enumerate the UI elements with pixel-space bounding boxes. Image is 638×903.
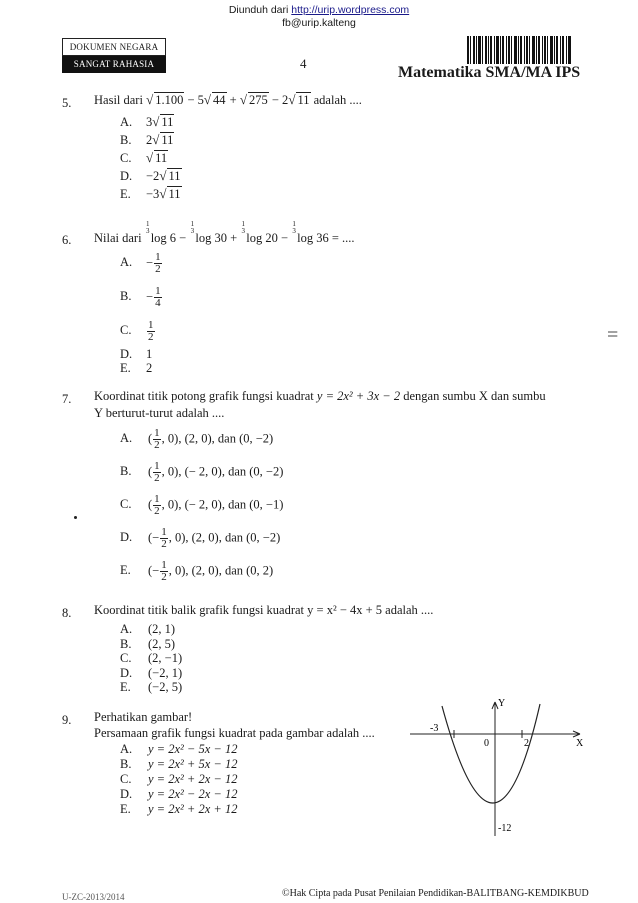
option-label: A. [120,431,133,446]
fraction [153,494,161,517]
option-label: A. [120,115,133,129]
option-label: A. [120,255,133,270]
option-label: D. [120,530,133,545]
denominator: 2 [154,439,160,451]
q5-option [120,114,174,130]
q7-option [120,527,280,550]
q8-option [120,680,182,695]
q6-option [120,347,152,362]
q7-option [120,560,273,583]
numerator: 1 [155,251,161,263]
log-base: 1 3 [145,220,150,235]
q5-number: 5. [62,96,72,110]
option-label: E. [120,563,131,578]
option-label: E. [120,361,131,375]
option-label: C. [120,772,132,786]
q6-option [120,320,156,343]
option-text: (2, 5) [148,636,176,651]
right-root-label: 2 [524,738,529,749]
q8-number: 8. [62,606,72,620]
fraction [154,286,162,309]
q9-number: 9. [62,713,72,727]
option-label: E. [120,187,131,201]
denominator: 2 [155,263,161,275]
option-label: A. [120,622,133,636]
denominator: 2 [154,472,160,484]
option-open: ( [148,497,153,512]
numerator: 1 [154,493,160,505]
q9-option [120,742,237,757]
footer-copyright: ©Hak Cipta pada Pusat Penilaian Pendidikan-BALITBANG-KEMDIKBUD [282,888,589,899]
denominator: 2 [161,538,167,550]
subject-title: Matematika SMA/MA IPS [398,64,581,81]
option-coef: 2 [146,133,153,147]
option-label: D. [120,169,133,183]
option-label: E. [120,802,131,816]
option-text: 2 [146,361,153,375]
q6-number: 6. [62,233,72,247]
fraction [147,320,155,343]
option-rest: , 0), (2, 0), dan (0, 2) [168,563,274,578]
fraction [153,428,161,451]
fraction [160,527,168,550]
q5-option [120,186,182,202]
option-label: C. [120,651,132,665]
q7-number: 7. [62,392,72,406]
option-label: C. [120,497,132,512]
origin-label: 0 [484,738,489,749]
denominator: 2 [148,331,154,343]
option-coef: −2 [146,169,160,183]
parabola-graph [400,696,590,846]
q5-stem: Hasil dari √ 1.100 − 5√ 44 + √ 275 − 2√ 11 adalah .... [94,92,362,107]
option-radicand: 11 [168,187,181,201]
option-text: y = 2x² − 2x − 12 [148,787,238,801]
option-radicand: 11 [161,133,174,147]
source-line: Diunduh dari http://urip.wordpress.com [228,4,410,16]
option-label: B. [120,757,132,771]
option-rest: , 0), (− 2, 0), dan (0, −1) [161,497,284,512]
doc-classification-box: DOKUMEN NEGARA [62,38,166,56]
q5-option [120,168,182,184]
denominator: 2 [161,571,167,583]
q8-option [120,622,175,637]
q9-option [120,757,237,772]
fraction [160,560,168,583]
option-rest: , 0), (2, 0), dan (0, −2) [168,530,281,545]
q9-option [120,772,237,787]
footer-code: U-ZC-2013/2014 [62,892,125,902]
option-label: E. [120,680,131,694]
q6-option [120,361,152,376]
denominator: 4 [155,297,161,309]
option-label: C. [120,323,132,338]
parabola-curve [442,704,540,803]
option-label: B. [120,133,132,147]
option-text: − [146,255,154,270]
option-text: (2, 1) [148,622,176,636]
q8-stem: Koordinat titik balik grafik fungsi kuadrat y = x² − 4x + 5 adalah .... [94,603,434,617]
option-radicand: 11 [168,169,181,183]
option-text: (−2, 5) [148,680,183,694]
option-text: 1 [146,347,153,361]
numerator: 1 [161,559,167,571]
sqrt-sign: √ [159,168,167,183]
option-rest: , 0), (2, 0), dan (0, −2) [161,431,274,446]
q9-line2: Persamaan grafik fungsi kuadrat pada gambar adalah .... [94,726,375,740]
q6-option [120,252,163,275]
q9-option [120,802,237,817]
option-coef: −3 [146,187,160,201]
q7-line2: Y berturut-turut adalah .... [94,406,225,420]
option-open: ( [148,431,153,446]
fraction [154,252,162,275]
barcode-icon [466,36,572,64]
option-label: B. [120,289,132,304]
option-open: (− [148,563,160,578]
q9-option [120,787,237,802]
q8-option [120,666,182,681]
fraction [153,461,161,484]
option-rest: , 0), (− 2, 0), dan (0, −2) [161,464,284,479]
left-root-label: -3 [430,723,439,734]
option-label: A. [120,742,133,756]
denominator: 2 [154,505,160,517]
secret-badge: SANGAT RAHASIA [62,56,166,73]
numerator: 1 [154,460,160,472]
numerator: 1 [148,319,154,331]
option-open: ( [148,464,153,479]
numerator: 1 [161,526,167,538]
option-coef: 3 [146,115,153,129]
option-text: − [146,289,154,304]
option-radicand: 11 [161,115,174,129]
q6-option [120,286,163,309]
option-text: (2, −1) [148,651,183,665]
q8-option [120,651,182,666]
q9-line1: Perhatikan gambar! [94,710,193,724]
option-label: C. [120,151,132,165]
option-text: y = 2x² + 2x − 12 [148,772,238,786]
option-text: y = 2x² + 2x + 12 [148,802,238,816]
q5-option [120,150,168,166]
option-text: y = 2x² − 5x − 12 [148,742,238,756]
source-link[interactable]: http://urip.wordpress.com [291,4,410,16]
sqrt-sign: √ [152,132,160,147]
side-mark: = [607,324,619,346]
q7-option [120,494,283,517]
q7-line1: Koordinat titik potong grafik fungsi kuadrat y = 2x² + 3x − 2 dengan sumbu X dan sumbu [94,389,546,403]
stray-dot [74,516,77,519]
option-label: D. [120,665,133,680]
option-label: D. [120,347,133,361]
q7-option [120,428,273,451]
facebook-line: fb@urip.kalteng [282,17,356,29]
y-intercept-label: -12 [498,823,512,834]
q6-stem: Nilai dari 1 3log 6 − 1 3log 30 + 1 3log 20 − 1 3log 36 = .... [94,220,355,245]
q8-option [120,637,175,652]
x-axis-label: X [576,738,584,749]
sqrt-sign: √ [159,186,167,201]
q7-option [120,461,283,484]
option-text: y = 2x² + 5x − 12 [148,757,238,771]
sqrt-sign: √ [152,114,160,129]
q5-option [120,132,174,148]
y-axis-label: Y [498,698,506,709]
option-text: (−2, 1) [148,665,183,680]
option-label: B. [120,464,132,479]
option-label: D. [120,787,133,801]
option-open: (− [148,530,160,545]
numerator: 1 [155,285,161,297]
page-number: 4 [300,56,307,71]
option-label: B. [120,636,132,651]
option-radicand: 11 [155,151,168,165]
sqrt-sign: √ [146,150,154,165]
numerator: 1 [154,427,160,439]
